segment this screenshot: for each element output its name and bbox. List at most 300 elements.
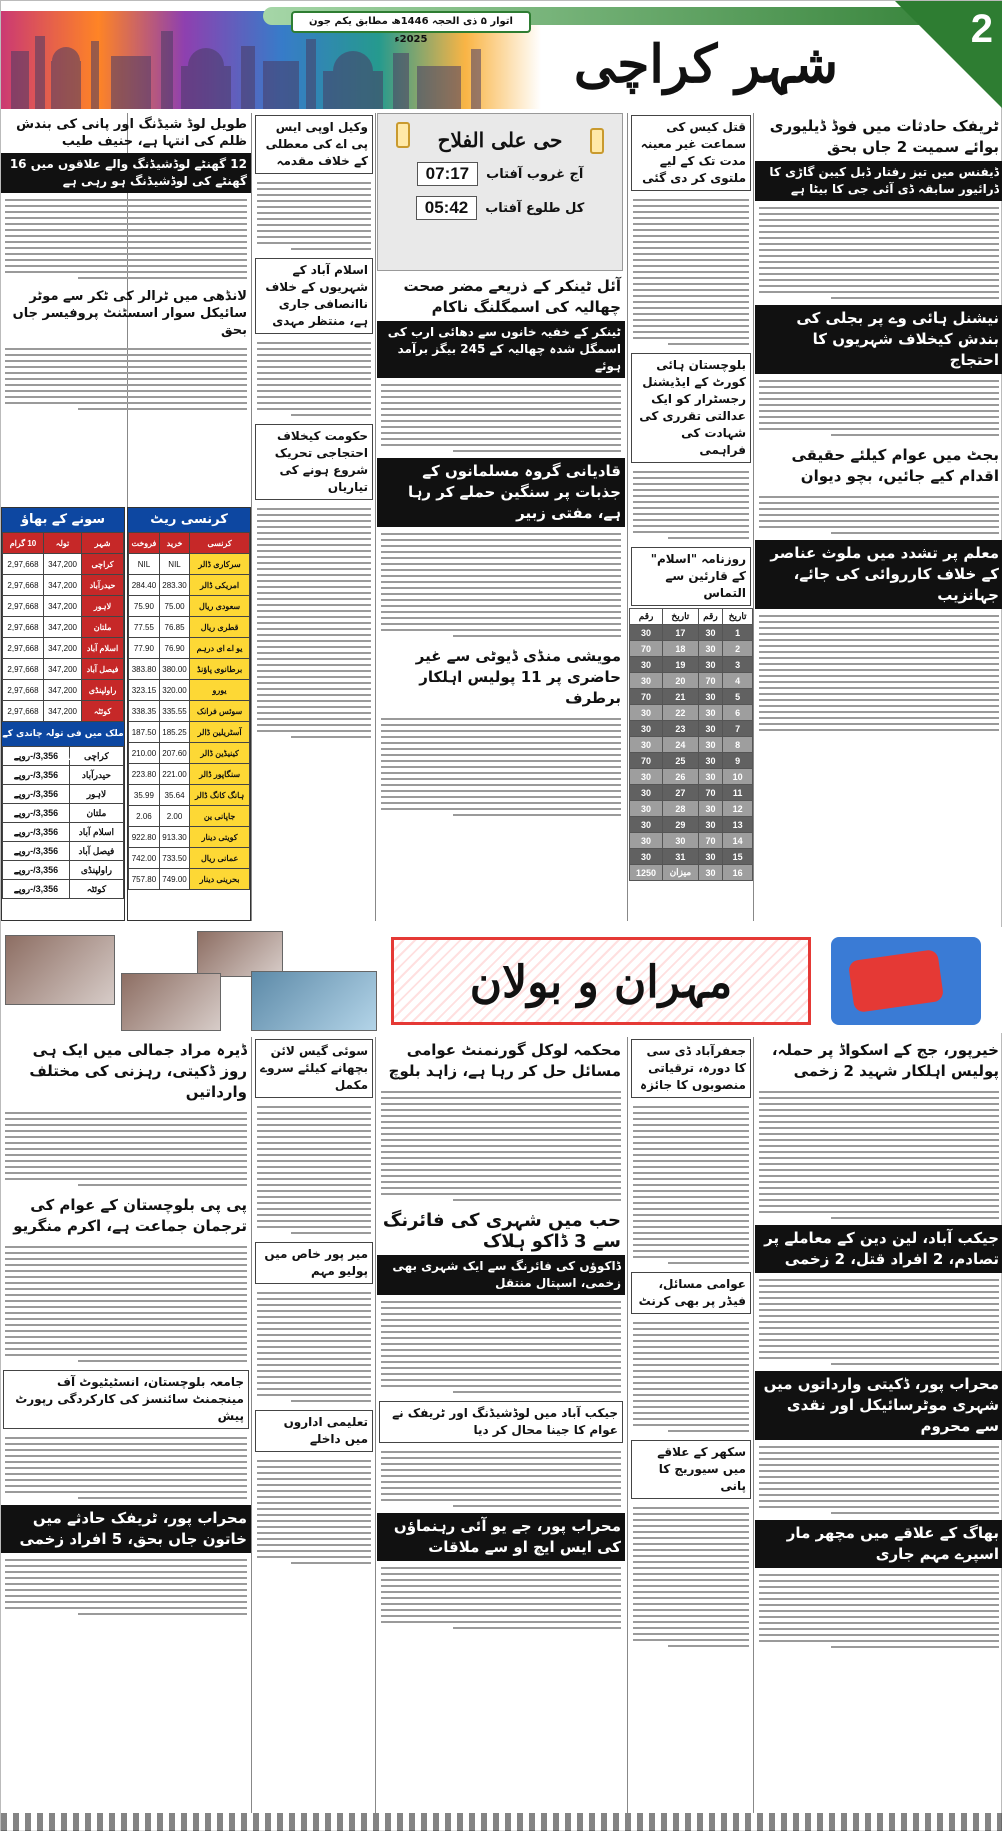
article-body [629, 465, 753, 545]
city-name: ملتان [82, 617, 124, 638]
table-cell: 24 [663, 737, 699, 753]
table-row [3, 785, 124, 804]
sell-rate: 75.90 [129, 596, 160, 617]
sell-rate: 338.35 [129, 701, 160, 722]
currency-name: کینیڈین ڈالر [190, 743, 250, 764]
buy-rate: 335.55 [159, 701, 189, 722]
table-cell: 13 [723, 817, 753, 833]
table-cell: 26 [663, 769, 699, 785]
table-cell: 30 [630, 705, 663, 721]
currency-name: یورو [190, 680, 250, 701]
table-row [630, 833, 753, 849]
gold-rate-table [1, 507, 125, 921]
buy-rate: NIL [159, 554, 189, 575]
buy-rate: 35.64 [159, 785, 189, 806]
gold-table [2, 532, 124, 722]
tola-price: 347,200 [43, 638, 81, 659]
sunset-label: آج غروب آفتاب [486, 166, 584, 182]
ten-gram-price: 2,97,668 [3, 617, 44, 638]
sell-rate: 77.55 [129, 617, 160, 638]
table-cell: 30 [698, 689, 723, 705]
city-name: راولپنڈی [82, 680, 124, 701]
sell-rate: 210.00 [129, 743, 160, 764]
article-body [755, 201, 1002, 305]
sell-rate: 284.40 [129, 575, 160, 596]
table-row [3, 861, 124, 880]
table-row [630, 801, 753, 817]
buy-rate: 75.00 [159, 596, 189, 617]
table-cell: 11 [723, 785, 753, 801]
table-row [129, 722, 250, 743]
column-divider [251, 113, 252, 921]
currency-name: یو اے ای درہم [190, 638, 250, 659]
headline: طویل لوڈ شیڈنگ اور پانی کی بندش ظلم کی انتہا ہے، حنیف طیب [16, 117, 247, 149]
top-column-4 [253, 113, 375, 921]
silver-price: 3,356/-روپے [3, 861, 70, 880]
buy-rate: 76.90 [159, 638, 189, 659]
buy-rate: 2.00 [159, 806, 189, 827]
section-title: مہران و بولان [469, 957, 733, 1008]
table-cell: 31 [663, 849, 699, 865]
table-row [129, 806, 250, 827]
ten-gram-price: 2,97,668 [3, 659, 44, 680]
table-cell: 15 [723, 849, 753, 865]
table-row [129, 848, 250, 869]
table-cell: 30 [630, 849, 663, 865]
table-header: فروخت [129, 533, 160, 554]
sunrise-label: کل طلوع آفتاب [485, 200, 585, 216]
silver-price: 3,356/-روپے [3, 880, 70, 899]
headline: محراب پور، ڈکیتی وارداتوں میں شہری موٹرسائیکل اور نقدی سے محروم [755, 1371, 1002, 1440]
sunset-time: 07:17 [417, 162, 478, 186]
silver-price: 3,356/-روپے [3, 766, 70, 785]
ten-gram-price: 2,97,668 [3, 638, 44, 659]
table-cell: 25 [663, 753, 699, 769]
table-cell: 20 [663, 673, 699, 689]
table-cell: 30 [698, 849, 723, 865]
article-body [755, 490, 1002, 540]
headline: مویشی منڈی ڈیوٹی سے غیر حاضری پر 11 پولیس اہلکار برطرف [415, 647, 621, 707]
city-name: راولپنڈی [69, 861, 123, 880]
article-body [1, 1431, 251, 1505]
article-body [377, 1295, 625, 1399]
top-column-2 [629, 113, 753, 921]
table-cell: 30 [698, 721, 723, 737]
table-cell: 8 [723, 737, 753, 753]
sell-rate: 383.80 [129, 659, 160, 680]
currency-name: سوئس فرانک [190, 701, 250, 722]
currency-name: کویتی دینار [190, 827, 250, 848]
article-body [629, 1501, 753, 1653]
sunrise-row [378, 196, 622, 220]
table-row [630, 689, 753, 705]
article-body [253, 502, 375, 744]
table-row [630, 673, 753, 689]
table-cell: 10 [723, 769, 753, 785]
column-divider [375, 1037, 376, 1813]
table-header: رقم [630, 609, 663, 625]
lantern-icon [590, 128, 604, 154]
donation-table [629, 608, 753, 881]
table-cell: 1250 [630, 865, 663, 881]
table-cell: 30 [698, 753, 723, 769]
bottom-left-column [1, 1037, 251, 1813]
buy-rate: 283.30 [159, 575, 189, 596]
city-name: لاہور [82, 596, 124, 617]
headline: میر پور خاص میں پولیو مہم [255, 1242, 373, 1284]
tola-price: 347,200 [43, 617, 81, 638]
currency-name: امریکی ڈالر [190, 575, 250, 596]
silver-price: 3,356/-روپے [3, 785, 70, 804]
city-name: لاہور [69, 785, 123, 804]
article-body [377, 378, 625, 458]
buy-rate: 913.30 [159, 827, 189, 848]
headline: اسلام آباد کے شہریوں کے خلاف ناانصافی جاری ہے، منتظر مہدی [255, 258, 373, 334]
table-cell: 27 [663, 785, 699, 801]
article-body [755, 1568, 1002, 1654]
column-divider [753, 113, 754, 921]
section-logo [831, 937, 981, 1025]
table-row [129, 785, 250, 806]
silver-price: 3,356/-روپے [3, 823, 70, 842]
buy-rate: 749.00 [159, 869, 189, 890]
headline: بجٹ میں عوام کیلئے حقیقی اقدام کیے جائیں، بچو دیوان [791, 446, 999, 485]
table-cell: 30 [630, 657, 663, 673]
currency-name: قطری ریال [190, 617, 250, 638]
table-row [129, 701, 250, 722]
article-body [755, 374, 1002, 442]
tola-price: 347,200 [43, 659, 81, 680]
table-row [630, 849, 753, 865]
newspaper-title: شہر کراچی [573, 34, 839, 95]
table-cell: 9 [723, 753, 753, 769]
sell-rate: 187.50 [129, 722, 160, 743]
city-name: حیدرآباد [69, 766, 123, 785]
city-name: فیصل آباد [69, 842, 123, 861]
headline: وکیل اوپی ایس پی اے کی معطلی کے خلاف مقدمہ [255, 115, 373, 174]
headline: حب میں شہری کی فائرنگ سے 3 ڈاکو ہلاک [382, 1210, 621, 1252]
article-body [253, 336, 375, 422]
table-cell: 16 [723, 865, 753, 881]
city-name: حیدرآباد [82, 575, 124, 596]
buy-rate: 76.85 [159, 617, 189, 638]
headline: خیرپور، جج کے اسکواڈ پر حملہ، پولیس اہلکار شہید 2 زخمی [771, 1041, 999, 1080]
table-cell: 21 [663, 689, 699, 705]
headline: ڈیرہ مراد جمالی میں ایک ہی روز ڈکیتی، رہزنی کی مختلف وارداتیں [29, 1041, 247, 1101]
city-name: کراچی [82, 554, 124, 575]
headline: بھاگ کے علاقے میں مچھر مار اسپرے مہم جاری [755, 1520, 1002, 1568]
top-left-column [1, 113, 251, 503]
currency-name: آسٹریلین ڈالر [190, 722, 250, 743]
table-cell: 17 [663, 625, 699, 641]
table-row [129, 638, 250, 659]
sunrise-time: 05:42 [416, 196, 477, 220]
tola-price: 347,200 [43, 680, 81, 701]
table-cell: 6 [723, 705, 753, 721]
article-body [253, 1454, 375, 1570]
column-divider [627, 1037, 628, 1813]
table-row [630, 753, 753, 769]
table-cell: 22 [663, 705, 699, 721]
table-cell: 70 [698, 673, 723, 689]
table-row [3, 659, 124, 680]
table-cell: 30 [630, 785, 663, 801]
table-row [3, 701, 124, 722]
table-cell: 30 [630, 625, 663, 641]
currency-name: عمانی ریال [190, 848, 250, 869]
article-body [1, 1106, 251, 1192]
headline: عوامی مسائل، فیڈر پر بھی کرنٹ [631, 1272, 751, 1314]
table-row [129, 659, 250, 680]
column-divider [375, 113, 376, 921]
sell-rate: NIL [129, 554, 160, 575]
table-cell: 4 [723, 673, 753, 689]
table-row [630, 769, 753, 785]
table-row [630, 817, 753, 833]
article-body [755, 1085, 1002, 1225]
table-row [3, 823, 124, 842]
table-row [3, 804, 124, 823]
sell-rate: 77.90 [129, 638, 160, 659]
section-title-box [391, 937, 811, 1025]
headline: محراب پور، ٹریفک حادثے میں خاتون جاں بحق، 5 افراد زخمی [1, 1505, 251, 1553]
buy-rate: 380.00 [159, 659, 189, 680]
tola-price: 347,200 [43, 701, 81, 722]
table-row [630, 641, 753, 657]
subheadline: ڈاکوؤں کی فائرنگ سے ایک شہری بھی زخمی، اسپتال منتقل [377, 1255, 625, 1295]
table-cell: 28 [663, 801, 699, 817]
silver-table-title: ملک میں فی تولہ چاندی کے بھاؤ [2, 722, 124, 746]
table-row [630, 721, 753, 737]
date-line: اتوار ۵ ذی الحجہ 1446ھ مطابق یکم جون 2025ء [291, 11, 531, 33]
top-right-column [755, 113, 1002, 921]
currency-table [128, 532, 250, 890]
tola-price: 347,200 [43, 596, 81, 617]
headline: نیشنل ہائی وے پر بجلی کی بندش کیخلاف شہریوں کا احتجاج [755, 305, 1002, 374]
article-body [755, 1440, 1002, 1520]
article-body [629, 1100, 753, 1270]
table-cell: 5 [723, 689, 753, 705]
currency-name: جاپانی ین [190, 806, 250, 827]
subheadline: ڈیفنس میں تیز رفتار ڈبل کیبن گاڑی کا ڈرائیور سابقہ ڈی آئی جی کا بیٹا ہے [755, 161, 1002, 201]
table-cell: 29 [663, 817, 699, 833]
gold-table-title: سونے کے بھاؤ [2, 508, 124, 532]
table-row [129, 743, 250, 764]
city-name: فیصل آباد [82, 659, 124, 680]
currency-name: سرکاری ڈالر [190, 554, 250, 575]
table-cell: 1 [723, 625, 753, 641]
table-cell: 19 [663, 657, 699, 673]
table-row [129, 617, 250, 638]
table-row [3, 842, 124, 861]
headline: سکھر کے علاقے میں سیوریج کا پانی [631, 1440, 751, 1499]
article-body [253, 176, 375, 256]
currency-name: سعودی ریال [190, 596, 250, 617]
table-row [3, 596, 124, 617]
bottom-column-2 [629, 1037, 753, 1813]
banner-photos [1, 927, 381, 1033]
column-divider [627, 113, 628, 921]
table-cell: 30 [630, 737, 663, 753]
table-row [129, 596, 250, 617]
city-name: ملتان [69, 804, 123, 823]
table-row [630, 657, 753, 673]
buy-rate: 207.60 [159, 743, 189, 764]
city-name: اسلام آباد [82, 638, 124, 659]
headline: جعفرآباد ڈی سی کا دورہ، ترقیاتی منصوبوں کا جائزہ [631, 1039, 751, 1098]
headline: ٹریفک حادثات میں فوڈ ڈیلیوری بوائے سمیت 2 جاں بحق [769, 117, 999, 156]
table-row [630, 737, 753, 753]
table-cell: 30 [698, 737, 723, 753]
table-cell: 30 [698, 801, 723, 817]
table-header: تاریخ [723, 609, 753, 625]
article-body [377, 1445, 625, 1513]
table-row [3, 680, 124, 701]
sell-rate: 922.80 [129, 827, 160, 848]
buy-rate: 185.25 [159, 722, 189, 743]
table-cell: 2 [723, 641, 753, 657]
currency-name: برطانوی پاؤنڈ [190, 659, 250, 680]
table-cell: میزان [663, 865, 699, 881]
article-body [1, 1553, 251, 1621]
table-row [129, 869, 250, 890]
currency-name: سنگاپور ڈالر [190, 764, 250, 785]
ten-gram-price: 2,97,668 [3, 554, 44, 575]
headline: جامعہ بلوچستان، انسٹیٹیوٹ آف مینجمنٹ سائنسز کی کارکردگی رپورٹ پیش [3, 1370, 249, 1429]
ramadan-table-title: روزنامہ "اسلام" کے قارئین سے التماس [631, 547, 751, 606]
currency-name: بحرینی دینار [190, 869, 250, 890]
table-row [129, 827, 250, 848]
article-body [253, 1100, 375, 1240]
article-body [1, 193, 251, 285]
table-header: شہر [82, 533, 124, 554]
table-row [3, 617, 124, 638]
currency-rate-table [127, 507, 251, 921]
column-divider [251, 1037, 252, 1813]
table-cell: 14 [723, 833, 753, 849]
headline: حکومت کیخلاف احتجاجی تحریک شروع ہونے کی تیاریاں [255, 424, 373, 500]
table-row [630, 625, 753, 641]
table-cell: 23 [663, 721, 699, 737]
silver-price: 3,356/-روپے [3, 842, 70, 861]
bottom-center-column [377, 1037, 625, 1813]
sell-rate: 757.80 [129, 869, 160, 890]
bottom-column-4 [253, 1037, 375, 1813]
headline: قادیانی گروہ مسلمانوں کے جذبات پر سنگین حملے کر رہا ہے، مفتی زبیر [377, 458, 625, 527]
table-header: تولہ [43, 533, 81, 554]
bridge-photo [5, 935, 115, 1005]
article-body [1, 1240, 251, 1368]
table-cell: 30 [630, 769, 663, 785]
table-cell: 30 [630, 833, 663, 849]
table-cell: 70 [630, 641, 663, 657]
table-row [3, 638, 124, 659]
city-name: کراچی [69, 747, 123, 766]
table-cell: 3 [723, 657, 753, 673]
headline: معلم پر تشدد میں ملوث عناصر کے خلاف کارروائی کی جائے، جہانزیب [755, 540, 1002, 609]
buy-rate: 733.50 [159, 848, 189, 869]
sell-rate: 223.80 [129, 764, 160, 785]
article-body [377, 527, 625, 643]
regional-section-banner [1, 927, 1002, 1033]
column-divider [753, 1037, 754, 1813]
heritage-photo [121, 973, 221, 1031]
table-header: تاریخ [663, 609, 699, 625]
table-cell: 30 [698, 865, 723, 881]
article-body [377, 712, 625, 822]
table-cell: 7 [723, 721, 753, 737]
table-header: خرید [159, 533, 189, 554]
ten-gram-price: 2,97,668 [3, 575, 44, 596]
headline: پی پی بلوچستان کے عوام کی ترجمان جماعت ہے، اکرم منگریو [13, 1196, 247, 1235]
table-header: رقم [698, 609, 723, 625]
buy-rate: 221.00 [159, 764, 189, 785]
prayer-title: حی علی الفلاح [437, 128, 563, 152]
headline: جیکب آباد، لین دین کے معاملے پر تصادم، 2 افراد قتل، 2 زخمی [755, 1225, 1002, 1273]
silver-price: 3,356/-روپے [3, 747, 70, 766]
top-center-column [377, 273, 625, 921]
table-row [630, 705, 753, 721]
table-row [129, 554, 250, 575]
table-row [129, 575, 250, 596]
table-cell: 70 [630, 753, 663, 769]
table-cell: 30 [698, 705, 723, 721]
headline: جیکب آباد میں لوڈشیڈنگ اور ٹریفک نے عوام کا جینا محال کر دیا [379, 1401, 623, 1443]
sunset-row [378, 162, 622, 186]
buy-rate: 320.00 [159, 680, 189, 701]
city-name: اسلام آباد [69, 823, 123, 842]
table-header: کرنسی [190, 533, 250, 554]
arch-bridge-photo [251, 971, 377, 1031]
city-name: کوئٹہ [82, 701, 124, 722]
logo-shape [848, 949, 944, 1013]
page-number: 2 [970, 7, 993, 51]
table-cell: 30 [663, 833, 699, 849]
table-cell: 30 [630, 673, 663, 689]
headline: محراب پور، جے یو آئی رہنماؤں کی ایس ایچ او سے ملاقات [377, 1513, 625, 1561]
table-row [129, 764, 250, 785]
sell-rate: 35.99 [129, 785, 160, 806]
article-body [629, 193, 753, 351]
lantern-icon [396, 122, 410, 148]
tola-price: 347,200 [43, 554, 81, 575]
table-row [630, 785, 753, 801]
headline: قتل کیس کی سماعت غیر معینہ مدت تک کے لیے ملتوی کر دی گئی [631, 115, 751, 191]
table-row [3, 880, 124, 899]
headline: لانڈھی میں ٹرالر کی ٹکر سے موٹر سائیکل سوار اسسٹنٹ پروفیسر جاں بحق [12, 289, 247, 338]
table-row [3, 575, 124, 596]
table-cell: 30 [630, 801, 663, 817]
table-row [630, 865, 753, 881]
article-body [377, 1561, 625, 1635]
headline: بلوچستان ہائی کورٹ کے ایڈیشنل رجسٹرار کو ایک عدالتی تقرری کی شہادت کی فراہمی [631, 353, 751, 463]
article-body [377, 1085, 625, 1207]
table-cell: 70 [698, 833, 723, 849]
table-cell: 30 [698, 625, 723, 641]
sell-rate: 2.06 [129, 806, 160, 827]
sell-rate: 323.15 [129, 680, 160, 701]
table-cell: 70 [630, 689, 663, 705]
currency-table-title: کرنسی ریٹ [128, 508, 250, 532]
headline: سوئی گیس لائن بچھانے کیلئے سروے مکمل [255, 1039, 373, 1098]
table-cell: 30 [698, 769, 723, 785]
headline: آئل ٹینکر کے ذریعے مضر صحت چھالیہ کی اسمگلنگ ناکام [403, 277, 621, 316]
currency-name: ہانگ کانگ ڈالر [190, 785, 250, 806]
masthead [1, 1, 1002, 109]
article-body [755, 1273, 1002, 1371]
silver-price: 3,356/-روپے [3, 804, 70, 823]
table-header: 10 گرام [3, 533, 44, 554]
